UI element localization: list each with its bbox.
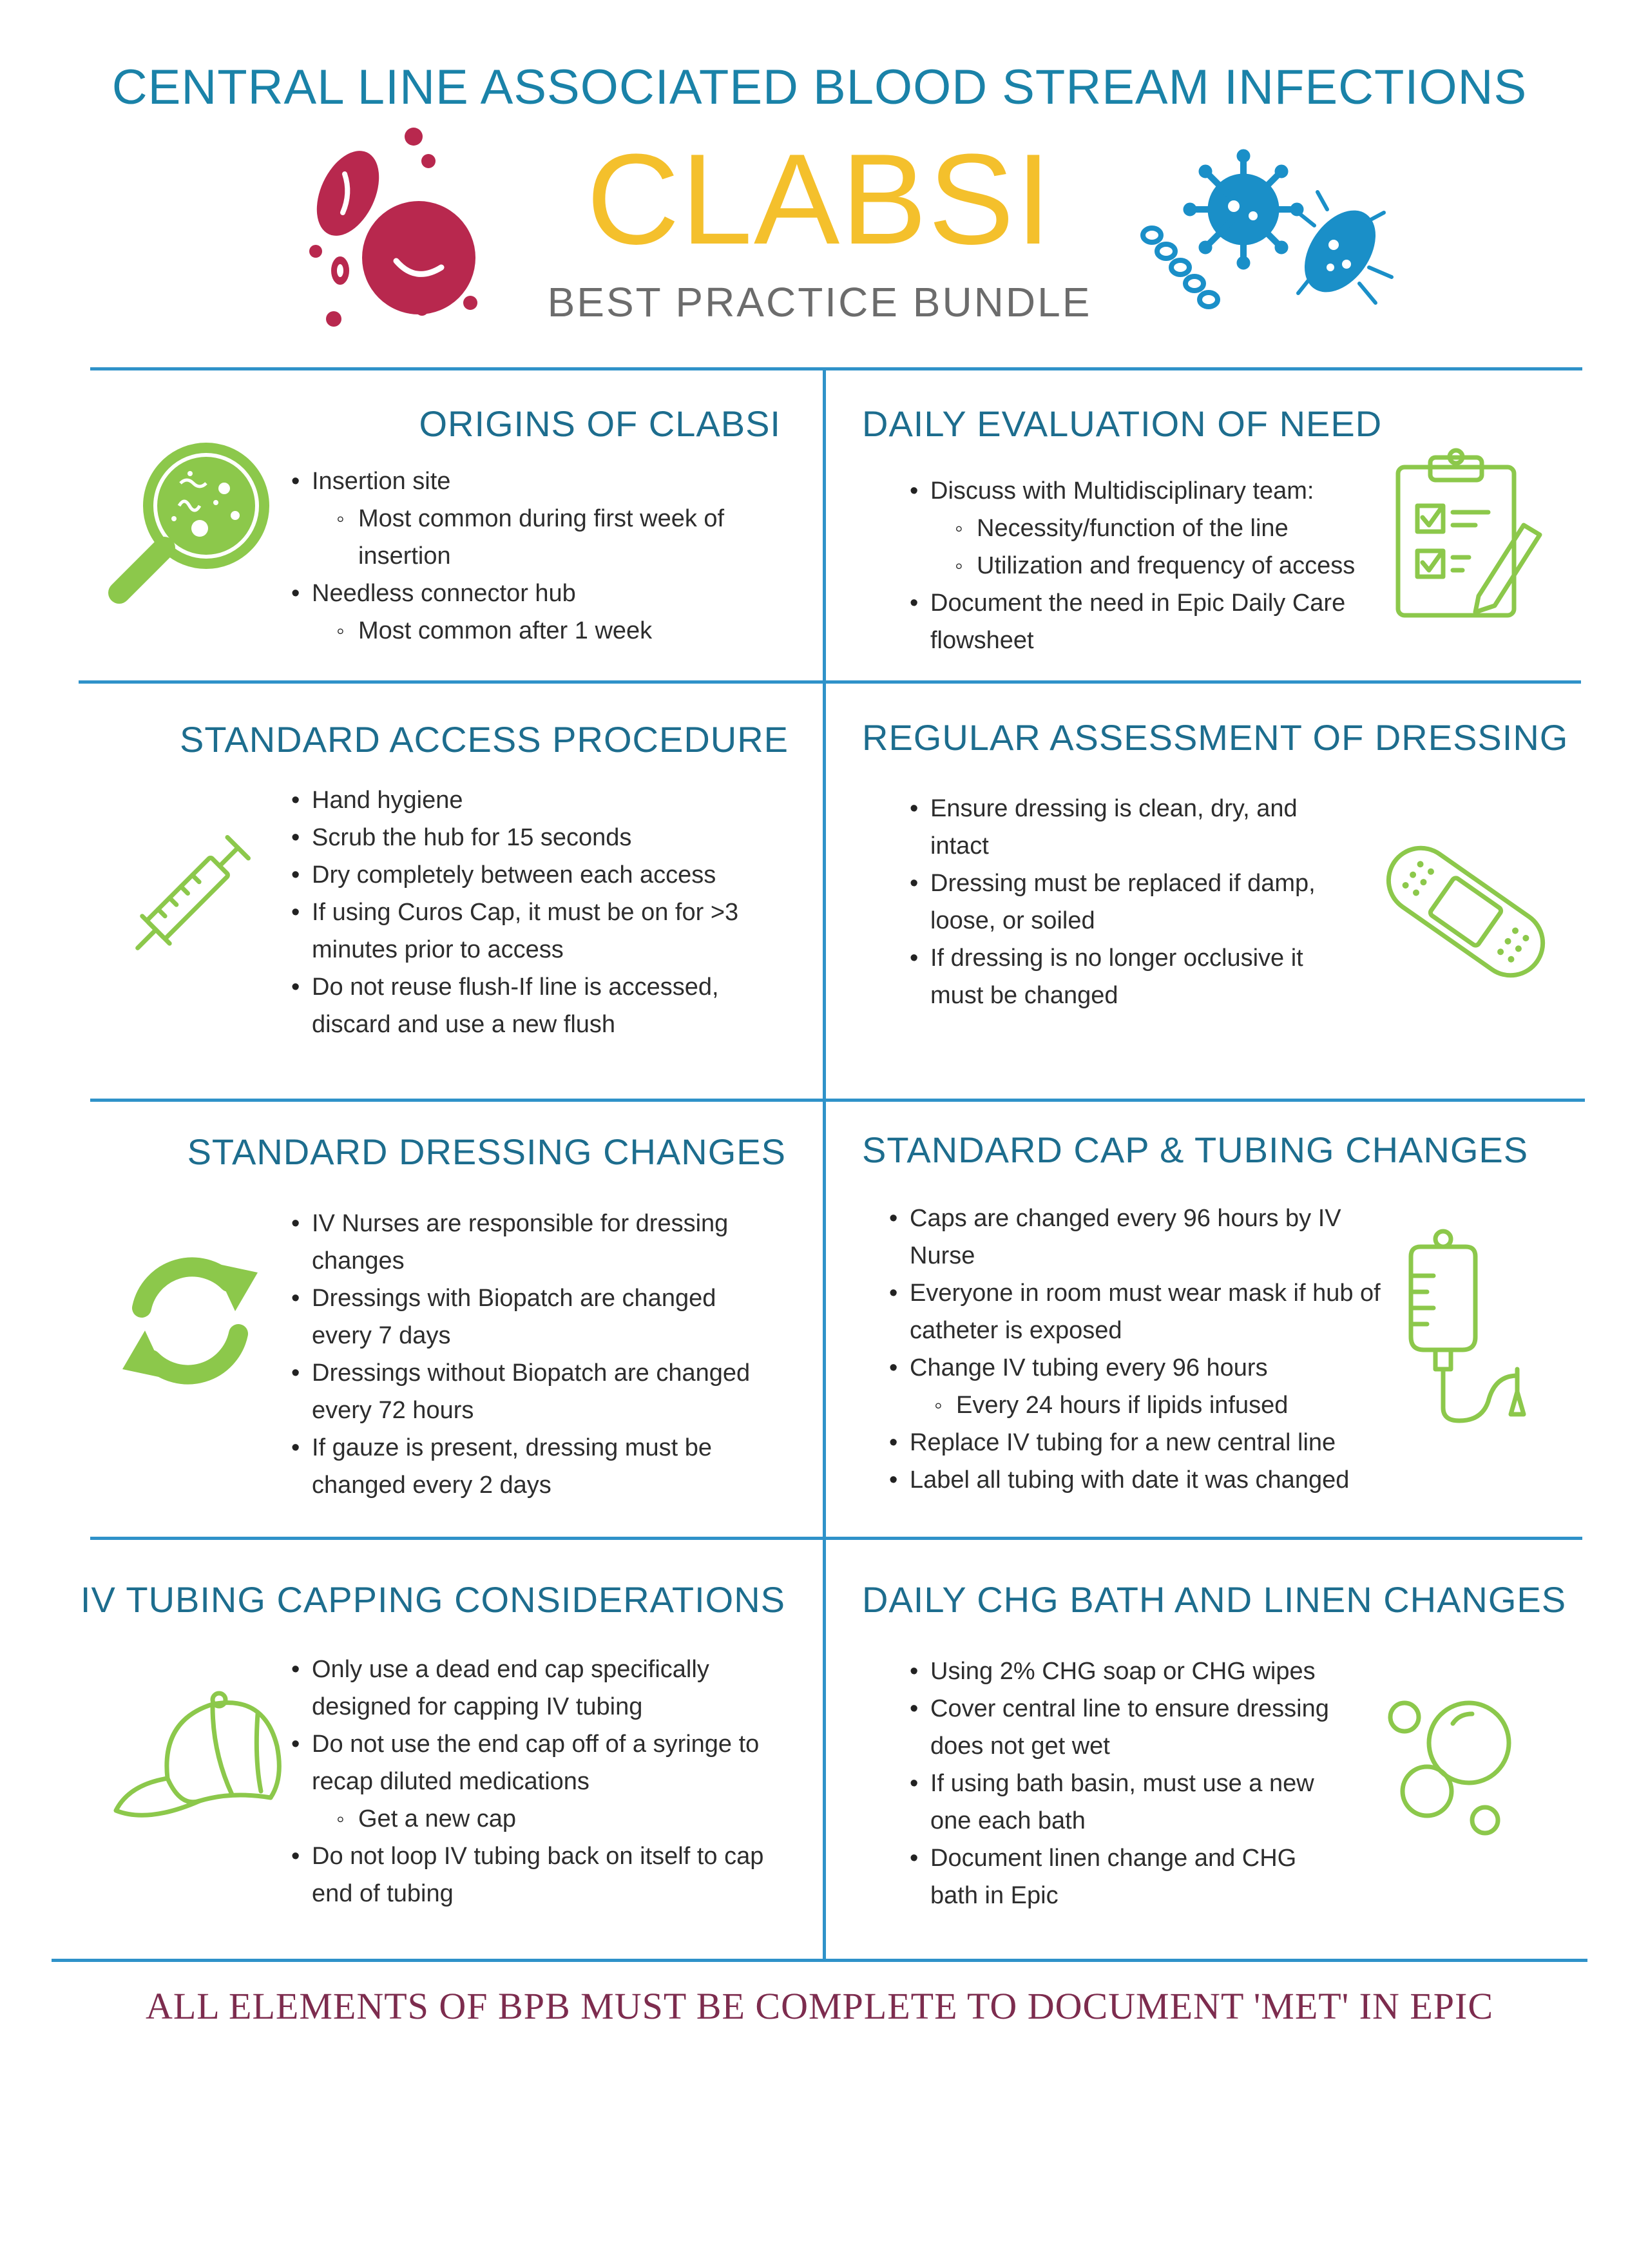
list-item: ◦ Every 24 hours if lipids infused <box>889 1387 1437 1424</box>
list-item: • Do not reuse flush-If line is accessed, <box>291 968 807 1006</box>
section-title-access: STANDARD ACCESS PROCEDURE <box>179 719 789 760</box>
list-origins <box>291 463 794 649</box>
refresh-arrows-icon <box>106 1237 274 1405</box>
section-title-daily-eval: DAILY EVALUATION OF NEED <box>862 403 1383 444</box>
magnifier-germs-icon <box>103 438 277 612</box>
list-item: • Label all tubing with date it was changed <box>889 1461 1437 1499</box>
list-dressing-assess <box>910 790 1386 1014</box>
list-item: • Using 2% CHG soap or CHG wipes <box>910 1653 1386 1690</box>
header-subtitle: CENTRAL LINE ASSOCIATED BLOOD STREAM INFECTIONS <box>111 60 1528 115</box>
list-item: • Discuss with Multidisciplinary team: <box>910 472 1399 510</box>
list-item: • IV Nurses are responsible for dressing <box>291 1205 807 1242</box>
list-item: • If using Curos Cap, it must be on for >3 <box>291 894 807 931</box>
list-item: • Change IV tubing every 96 hours <box>889 1349 1437 1387</box>
list-item: bath in Epic <box>930 1882 1059 1909</box>
rule-top <box>90 367 1582 370</box>
list-item: • Only use a dead end cap specifically <box>291 1651 820 1688</box>
list-item: • Do not use the end cap off of a syringe to <box>291 1725 820 1763</box>
list-item: • Document linen change and CHG <box>910 1840 1386 1877</box>
list-item: • If using bath basin, must use a new <box>910 1765 1386 1802</box>
section-title-dressing-changes: STANDARD DRESSING CHANGES <box>187 1131 786 1172</box>
rule-row3 <box>90 1537 1582 1540</box>
list-daily-eval <box>910 472 1399 659</box>
list-item: recap diluted medications <box>312 1768 589 1795</box>
list-item: must be changed <box>930 982 1118 1009</box>
brand-title: CLABSI <box>586 128 1053 271</box>
list-item: • Document the need in Epic Daily Care <box>910 584 1399 622</box>
bandage-icon <box>1372 818 1559 1005</box>
list-item: ◦ Get a new cap <box>291 1800 820 1838</box>
list-item: ◦ Most common after 1 week <box>291 612 794 649</box>
syringe-icon <box>103 809 277 983</box>
list-item: • Insertion site <box>291 463 794 500</box>
bubbles-icon <box>1382 1691 1530 1840</box>
list-item: catheter is exposed <box>910 1317 1122 1344</box>
list-item: Nurse <box>910 1242 975 1269</box>
list-item: • Dry completely between each access <box>291 856 807 894</box>
list-item: • Dressings with Biopatch are changed <box>291 1280 807 1317</box>
list-item: discard and use a new flush <box>312 1011 616 1038</box>
list-item: end of tubing <box>312 1880 454 1907</box>
list-item: • Scrub the hub for 15 seconds <box>291 819 807 856</box>
list-item: • Dressings without Biopatch are changed <box>291 1354 807 1392</box>
list-item: insertion <box>358 543 451 570</box>
brand-tagline: BEST PRACTICE BUNDLE <box>547 279 1092 325</box>
list-item: • Dressing must be replaced if damp, <box>910 865 1386 902</box>
list-item: changes <box>312 1247 405 1274</box>
list-item: loose, or soiled <box>930 907 1095 934</box>
footer-note: ALL ELEMENTS OF BPB MUST BE COMPLETE TO DOCUMENT 'MET' IN EPIC <box>145 1985 1494 2027</box>
clipboard-checklist-icon <box>1392 448 1546 622</box>
list-item: • Everyone in room must wear mask if hub of <box>889 1274 1437 1312</box>
list-item: intact <box>930 832 989 860</box>
list-item: • Do not loop IV tubing back on itself to cap <box>291 1838 820 1875</box>
list-item: minutes prior to access <box>312 936 564 963</box>
list-item: flowsheet <box>930 627 1034 654</box>
list-item: every 7 days <box>312 1322 451 1349</box>
list-item: • Caps are changed every 96 hours by IV <box>889 1200 1437 1237</box>
section-title-iv-capping: IV TUBING CAPPING CONSIDERATIONS <box>80 1579 785 1620</box>
rule-center <box>823 367 826 1962</box>
list-item: • If gauze is present, dressing must be <box>291 1429 807 1466</box>
section-title-dressing-assess: REGULAR ASSESSMENT OF DRESSING <box>862 717 1569 758</box>
list-item: one each bath <box>930 1807 1086 1834</box>
section-title-origins: ORIGINS OF CLABSI <box>419 403 781 444</box>
list-cap-tubing <box>889 1200 1437 1499</box>
rule-row2 <box>90 1099 1585 1102</box>
list-item: ◦ Utilization and frequency of access <box>910 547 1399 584</box>
baseball-cap-icon <box>103 1688 290 1836</box>
list-item: ◦ Necessity/function of the line <box>910 510 1399 547</box>
section-title-chg-bath: DAILY CHG BATH AND LINEN CHANGES <box>862 1579 1567 1620</box>
rule-row1 <box>79 680 1581 684</box>
germs-icon <box>1140 148 1411 322</box>
list-item: every 72 hours <box>312 1397 474 1424</box>
list-item: • Hand hygiene <box>291 782 807 819</box>
list-item: does not get wet <box>930 1733 1110 1760</box>
list-item: changed every 2 days <box>312 1472 551 1499</box>
list-iv-capping <box>291 1651 820 1912</box>
list-access <box>291 782 807 1043</box>
list-item: ◦ Most common during first week of <box>291 500 794 537</box>
list-item: • Needless connector hub <box>291 575 794 612</box>
list-chg-bath <box>910 1653 1386 1914</box>
list-item: • Ensure dressing is clean, dry, and <box>910 790 1386 827</box>
section-title-cap-tubing: STANDARD CAP & TUBING CHANGES <box>862 1129 1529 1170</box>
list-item: • Replace IV tubing for a new central line <box>889 1424 1437 1461</box>
list-item: • If dressing is no longer occlusive it <box>910 939 1386 977</box>
list-item: designed for capping IV tubing <box>312 1693 643 1720</box>
list-item: • Cover central line to ensure dressing <box>910 1690 1386 1727</box>
list-dressing-changes <box>291 1205 807 1504</box>
rule-bottom <box>52 1959 1587 1962</box>
